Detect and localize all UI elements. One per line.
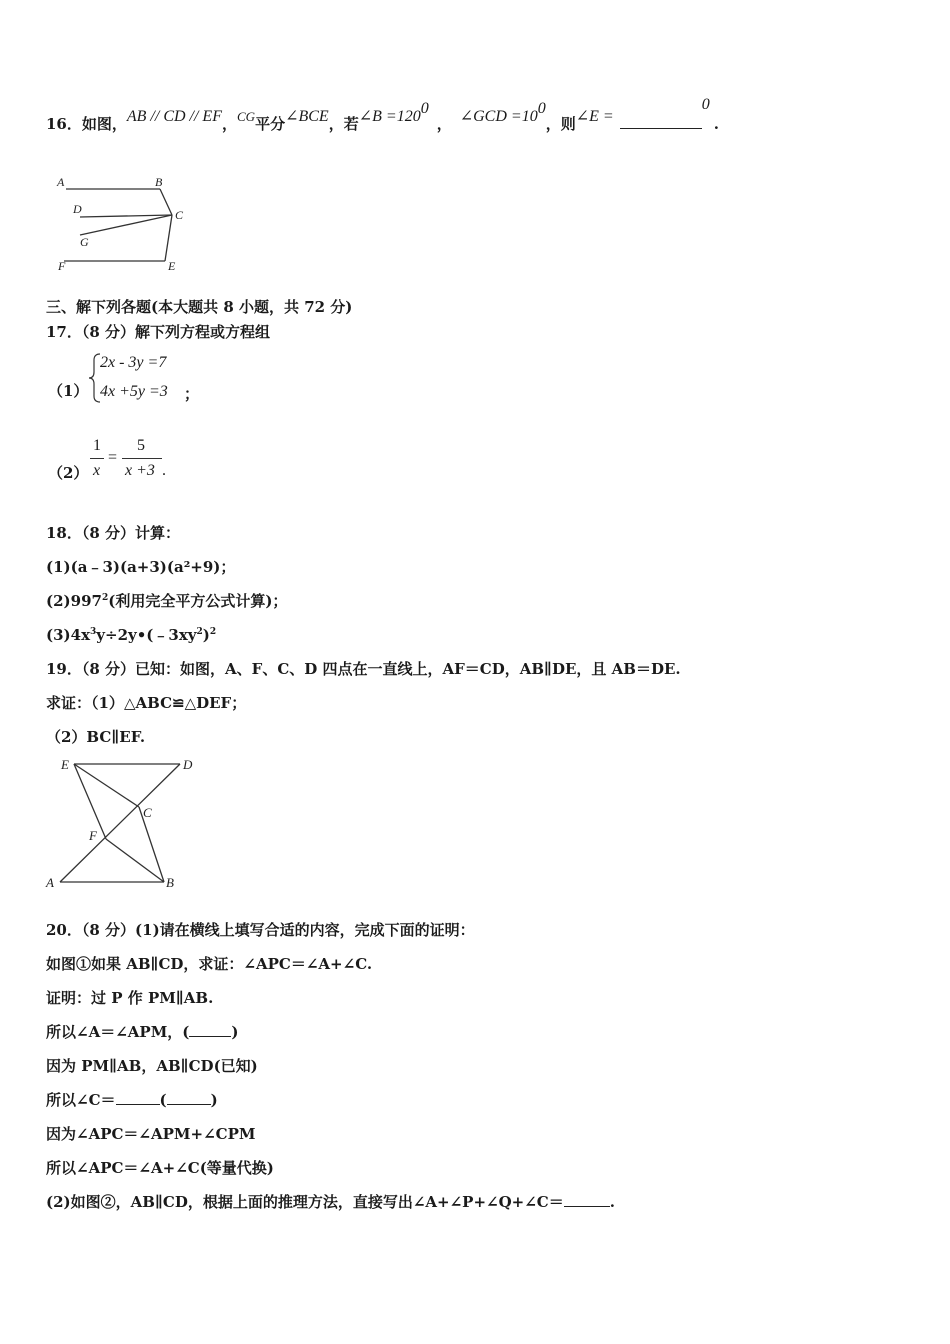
q20-line-7: 所以∠APC＝∠A+∠C(等量代换) (46, 1159, 274, 1177)
q20-line-3-close: ) (231, 1023, 239, 1041)
q17-equals: = (108, 449, 118, 466)
q16-angle-gcd: ∠GCD =10 (459, 108, 538, 125)
q20-title: 20．（8 分）(1)请在横线上填写合适的内容，完成下面的证明： (46, 921, 475, 939)
q19-proof-1: 求证：（1）△ABC≌△DEF； (46, 694, 247, 712)
q17-part1-end: ； (184, 385, 200, 403)
q18-item-3-exp-3: 2 (209, 627, 217, 637)
q17-equation-2: 4x +5y =3 (100, 383, 168, 400)
q20-line-8-text: (2)如图②，AB∥CD，根据上面的推理方法，直接写出∠A+∠P+∠Q+∠C＝ (46, 1193, 564, 1211)
q17-frac-right-den: x +3 (125, 462, 155, 479)
fig19-label-a: A (46, 875, 54, 890)
q17-frac-left-den: x (93, 462, 101, 479)
q16-parallel-relation: AB // CD // EF (126, 108, 222, 125)
q20-line-5-open: ( (159, 1091, 167, 1109)
fig16-label-c: C (175, 208, 184, 222)
fig16-label-e: E (168, 259, 176, 273)
q18-item-1: (1)(a﹣3)(a+3)(a²+9)； (46, 558, 236, 576)
fig16-label-d: D (73, 202, 82, 216)
q20-line-3 (46, 1021, 239, 1042)
q20-blank-reason-1[interactable] (189, 1036, 231, 1037)
q20-line-6: 因为∠APC＝∠APM+∠CPM (46, 1125, 256, 1143)
q17-frac-left-bar (90, 458, 104, 459)
q16-angle-b: ∠B =120 (358, 108, 421, 125)
q16-answer-blank[interactable] (620, 128, 702, 129)
q20-blank-sum[interactable] (564, 1206, 610, 1207)
q20-line-5 (46, 1089, 218, 1110)
fig16-label-a: A (57, 175, 65, 189)
q20-line-4: 因为 PM∥AB，AB∥CD(已知) (46, 1057, 258, 1075)
q17-frac-right-bar (122, 458, 162, 459)
q16-cg: CG (237, 109, 256, 124)
q16-comma: ， (221, 115, 237, 133)
q18-item-3-a: (3)4x (46, 626, 91, 644)
figure-19 (44, 752, 204, 892)
q20-line-5-text: 所以∠C＝ (46, 1091, 116, 1109)
q16-number: 16．如图， (46, 115, 127, 133)
q20-blank-angle[interactable] (116, 1104, 160, 1105)
q16-bisects: 平分 (255, 115, 286, 133)
fig19-label-d: D (183, 757, 193, 772)
q20-line-1: 如图①如果 AB∥CD，求证：∠APC＝∠A+∠C. (46, 955, 373, 973)
fig19-label-f: F (89, 828, 97, 843)
q20-line-8 (46, 1191, 615, 1212)
q16-angle-bce: ∠BCE (285, 108, 329, 125)
q16-period: . (713, 115, 719, 133)
fig16-label-g: G (80, 235, 89, 249)
q19-proof-2: （2）BC∥EF. (46, 728, 146, 746)
q16-degree-3: 0 (701, 96, 710, 113)
q17-equation-1: 2x - 3y =7 (100, 354, 167, 371)
q17-frac-left-num: 1 (93, 437, 101, 454)
q20-line-5-close: ) (210, 1091, 218, 1109)
fig16-label-f: F (58, 259, 66, 273)
q16-if: ，若 (328, 115, 359, 133)
q18-item-2 (46, 590, 287, 611)
fig19-label-e: E (61, 757, 69, 772)
q17-part2-label: （2） (48, 464, 89, 482)
q20-line-3-text: 所以∠A＝∠APM，( (46, 1023, 190, 1041)
q16-comma-2: ， (436, 115, 452, 133)
q18-title: 18．（8 分）计算： (46, 524, 181, 542)
q18-item-3-exp-2: 2 (196, 627, 203, 637)
q17-title: 17．（8 分）解下列方程或方程组 (46, 323, 271, 341)
q18-item-2-exp: 2 (101, 593, 109, 603)
q20-line-8-period: . (609, 1193, 615, 1211)
fig19-label-c: C (143, 805, 152, 820)
q18-item-2-note: (利用完全平方公式计算)； (108, 592, 288, 610)
fig19-label-b: B (166, 875, 174, 890)
q17-frac-right-num: 5 (137, 437, 145, 454)
q16-line (46, 96, 719, 134)
figure-16 (52, 172, 192, 274)
q20-blank-reason-2[interactable] (167, 1104, 211, 1105)
q16-angle-e: ∠E = (575, 108, 614, 125)
q18-item-2-base: (2)997 (46, 592, 102, 610)
q19-title: 19．（8 分）已知：如图，A、F、C、D 四点在一直线上，AF＝CD，AB∥DE，且 AB＝DE. (46, 660, 681, 678)
q16-then: ，则 (545, 115, 576, 133)
fig16-label-b: B (155, 175, 163, 189)
q16-degree-1: 0 (420, 100, 429, 117)
q18-item-3-exp-1: 3 (90, 627, 97, 637)
section-3-title: 三、解下列各题(本大题共 8 小题，共 72 分) (46, 298, 353, 316)
q20-line-2: 证明：过 P 作 PM∥AB. (46, 989, 214, 1007)
q17-part1-label: （1） (48, 382, 89, 400)
q18-item-3 (46, 624, 216, 645)
q17-part2-end: . (162, 462, 166, 479)
q16-degree-2: 0 (537, 100, 546, 117)
q18-item-3-b: y÷2y•(﹣3xy (96, 626, 197, 644)
q18-item-3-c: ) (202, 626, 210, 644)
